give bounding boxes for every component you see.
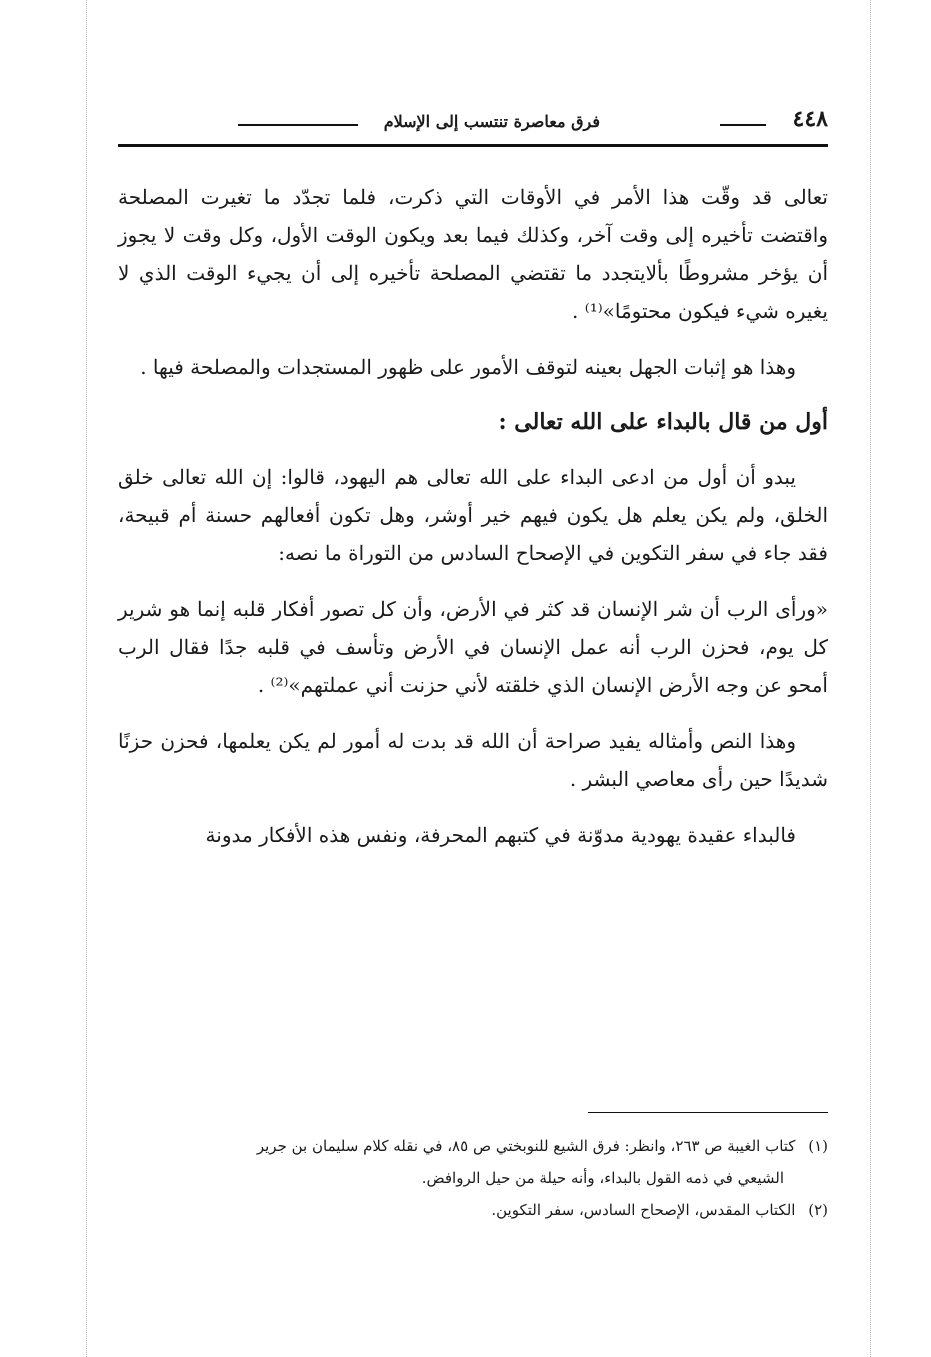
scan-margin-line (870, 0, 871, 1357)
header-ornament-dash (238, 124, 358, 126)
paragraph: وهذا النص وأمثاله يفيد صراحة أن الله قد بدت له أمور لم يكن يعلمها، فحزن حزنًا شديدًا حين رأى معاصي البشر . (118, 729, 828, 791)
running-title: فرق معاصرة تنتسب إلى الإسلام (383, 112, 600, 131)
paragraph: وهذا هو إثبات الجهل بعينه لتوقف الأمور على ظهور المستجدات والمصلحة فيها . (140, 355, 796, 379)
paragraph: تعالى قد وقّت هذا الأمر في الأوقات التي ذكرت، فلما تجدّد ما تغيرت المصلحة واقتضت تأخيره إلى وقت آخر، وكذلك فيما بعد ويكون الوقت الأول، وكل وقت لا يجوز أن يؤخر مشروطًا بألايتجدد ما تقتضي المصلحة تأخيره إلى أن يجيء الوقت الذي لا يغيره شيء فيكون محتومًا»⁽¹⁾ . (118, 185, 828, 323)
section-heading: أول من قال بالبداء على الله تعالى : (498, 409, 828, 435)
quotation-paragraph: «ورأى الرب أن شر الإنسان قد كثر في الأرض، وأن كل تصور أفكار قلبه إنما هو شرير كل يوم، فحزن الرب أنه عمل الإنسان في الأرض وتأسف في قلبه جدًا فقال الرب أمحو عن وجه الأرض الإنسان الذي خلقته لأني حزنت أني عملتهم»⁽²⁾ . (118, 597, 828, 697)
page-number: ٤٤٨ (792, 106, 828, 132)
paragraph: فالبداء عقيدة يهودية مدوّنة في كتبهم المحرفة، ونفس هذه الأفكار مدونة (205, 823, 796, 847)
footnote-1-continued: الشيعي في ذمه القول بالبداء، وأنه حيلة من حيل الروافض. (421, 1169, 784, 1187)
book-page (118, 100, 828, 1219)
footnote-separator (588, 1112, 828, 1113)
footnote-2 (118, 1196, 828, 1224)
scan-margin-line (86, 0, 87, 1357)
page-header (118, 100, 828, 140)
footnote-number: (١) (808, 1137, 828, 1155)
paragraph: يبدو أن أول من ادعى البداء على الله تعالى هم اليهود، قالوا: إن الله تعالى خلق الخلق، ولم يكن يعلم هل يكون فيهم خير أوشر، وهل تكون أفعالهم حسنة أم قبيحة، فقد جاء في سفر التكوين في الإصحاح السادس من التوراة ما نصه: (118, 465, 828, 565)
main-text (118, 178, 828, 872)
footnote-1 (118, 1132, 828, 1160)
header-ornament-dash (720, 124, 766, 126)
footnotes (118, 1132, 828, 1228)
footnote-text: الكتاب المقدس، الإصحاح السادس، سفر التكوين. (491, 1201, 796, 1219)
footnote-text: كتاب الغيبة ص ٢٦٣، وانظر: فرق الشيع للنوبختي ص ٨٥، في نقله كلام سليمان بن جرير (256, 1137, 796, 1155)
header-rule (118, 144, 828, 147)
footnote-number: (٢) (808, 1201, 828, 1219)
